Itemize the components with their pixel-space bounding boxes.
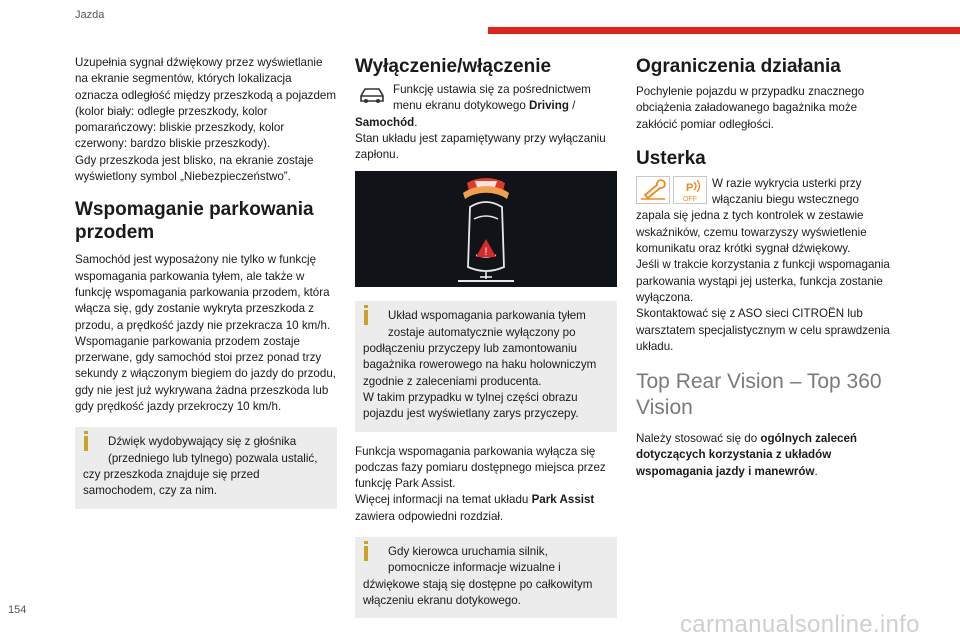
note-text: dźwiękowe stają się dostępne po całkowitym włączeniu ekranu dotykowego. [363, 577, 593, 607]
info-note [355, 301, 617, 431]
info-icon [364, 546, 368, 561]
paragraph: Funkcję ustawia się za pośrednictwem menu ekranu dotykowego Driving / Samochód. [355, 83, 591, 129]
paragraph: Samochód jest wyposażony nie tylko w funkcję wspomagania parkowania tyłem, ale także w funkcję wspomagania parkowania przodem, która włącza się, gdy zostanie wykryta przeszkoda z przodu, a prędkość jazdy nie przekracza 10 km/h. [75, 253, 331, 332]
note-text: Gdy kierowca uruchamia silnik, pomocnicze informacje wizualne i [388, 545, 561, 575]
column-1 [75, 55, 337, 509]
watermark: carmanualsonline.info [680, 611, 920, 638]
paragraph: Wspomaganie parkowania przodem zostaje przerwane, gdy samochód stoi przez ponad trzy sekundy z włączonym biegiem do jazdy do przodu, gdy nie jest już wykrywana żadna przeszkoda lub gdy prędkość jazdy przekroczy 10 km/h. [75, 334, 336, 414]
svg-text:OFF: OFF [683, 195, 697, 203]
info-note [355, 537, 617, 618]
paragraph: Uzupełnia sygnał dźwiękowy przez wyświetlanie na ekranie segmentów, których lokalizacja oznacza odległość między przeszkodą a pojazdem (kolor biały: odległe przeszkody, kolor pomarańczowy: bliskie przeszkody, kolor czerwony: bardzo bliskie przeszkody). [75, 56, 337, 151]
section-heading: Usterka [636, 147, 706, 169]
svg-text:P: P [686, 181, 694, 194]
column-3 [636, 55, 896, 480]
paragraph: Pochylenie pojazdu w przypadku znacznego obciążenia załadowanego bagażnika może zakłócić pomiar odległości. [636, 85, 865, 131]
paragraph: W razie wykrycia usterki przy włączaniu biegu wstecznego zapala się jedna z tych kontrolek w zestawie wskaźników, czemu towarzyszy wyświetlenie komunikatu oraz krótki sygnał dźwiękowy. [636, 176, 867, 256]
info-icon [84, 436, 88, 451]
paragraph: Stan układu jest zapamiętywany przy wyłączaniu zapłonu. [355, 131, 606, 162]
touchscreen-car-icon [355, 82, 389, 108]
info-icon [364, 310, 368, 325]
page-number: 154 [8, 604, 27, 616]
warning-lamps [636, 176, 708, 204]
section-label: Jazda [75, 9, 105, 21]
paragraph: Gdy przeszkoda jest blisko, na ekranie zostaje wyświetlony symbol „Niebezpieczeństwo”. [75, 153, 314, 184]
paragraph: Należy stosować się do ogólnych zaleceń dotyczących korzystania z układów wspomagania jazdy i manewrów. [636, 432, 858, 478]
section-heading: Top Rear Vision – Top 360 Vision [636, 370, 882, 420]
note-text: Dźwięk wydobywający się z głośnika (przedniego lub tylnego) pozwala ustalić, [108, 435, 318, 465]
section-heading: Wyłączenie/włączenie [355, 56, 552, 77]
note-text: Układ wspomagania parkowania tyłem zostaje automatycznie wyłączony po [388, 309, 586, 339]
svg-text:!: ! [484, 246, 488, 259]
parking-sensor-display-icon [355, 171, 617, 287]
accent-bar [488, 27, 960, 34]
paragraph: Jeśli w trakcie korzystania z funkcji wspomagania parkowania wystąpi jej usterka, funkcja zostanie wyłączona. [636, 258, 890, 304]
column-2 [355, 55, 617, 618]
paragraph: Więcej informacji na temat układu Park Assist zawiera odpowiedni rozdział. [355, 493, 595, 523]
service-wrench-icon [636, 176, 670, 204]
note-text: czy przeszkoda znajduje się przed samochodem, czy za nim. [83, 467, 260, 498]
note-text: W takim przypadku w tylnej części obrazu pojazdu jest wyświetlany zarys przyczepy. [363, 390, 579, 421]
paragraph: Funkcja wspomagania parkowania wyłącza się podczas fazy pomiaru dostępnego miejsca przez funkcję Park Assist. [355, 444, 606, 491]
section-heading: Wspomaganie parkowania przodem [75, 199, 314, 244]
note-text: podłączeniu przyczepy lub zamontowaniu bagażnika rowerowego na haku holowniczym zgodnie z zaleceniami producenta. [363, 342, 597, 388]
park-sensor-off-icon [673, 176, 707, 204]
info-note [75, 427, 337, 508]
paragraph: Skontaktować się z ASO sieci CITROËN lub warsztatem specjalistycznym w celu sprawdzenia układu. [636, 307, 890, 353]
section-heading: Ograniczenia działania [636, 56, 841, 77]
